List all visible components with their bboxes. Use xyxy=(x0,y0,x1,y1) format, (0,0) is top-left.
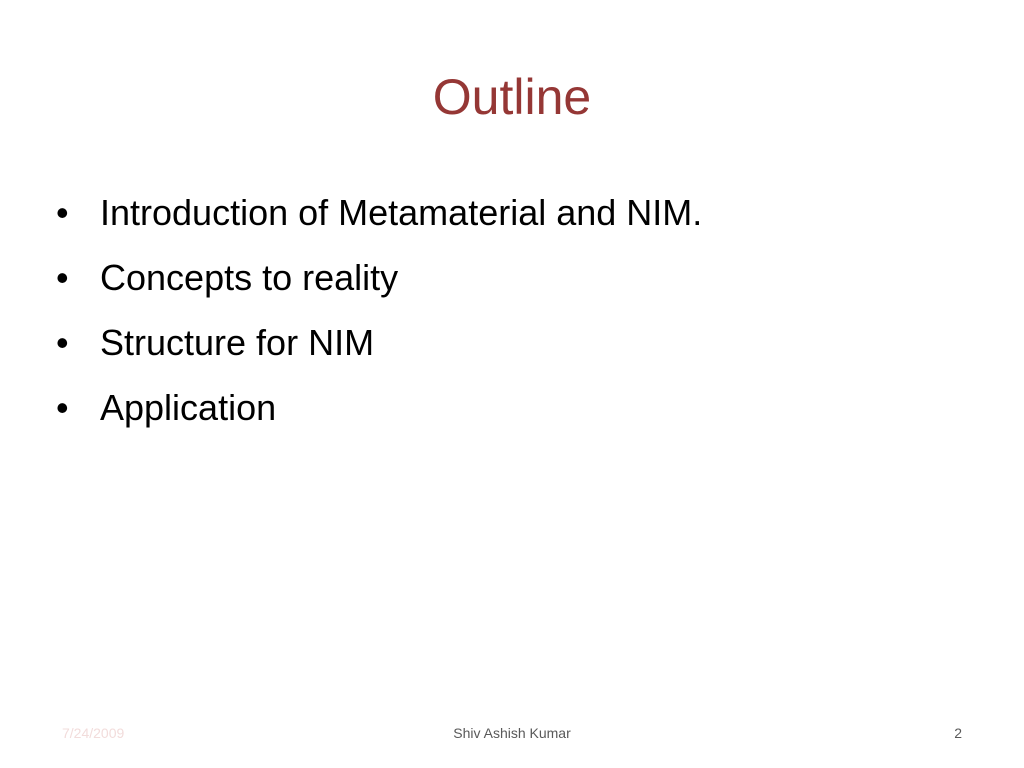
bullet-item xyxy=(56,188,956,253)
bullet-icon: • xyxy=(56,192,69,233)
footer-author: Shiv Ashish Kumar xyxy=(453,725,571,741)
bullet-text: Concepts to reality xyxy=(100,257,399,298)
bullet-item xyxy=(56,383,956,448)
bullet-icon: • xyxy=(56,257,69,298)
bullet-text: Introduction of Metamaterial and NIM. xyxy=(100,192,703,233)
bullet-item xyxy=(56,318,956,383)
slide-title: Outline xyxy=(432,69,592,125)
bullet-icon: • xyxy=(56,322,69,363)
bullet-list xyxy=(56,188,956,448)
bullet-text: Structure for NIM xyxy=(100,322,375,363)
footer-date: 7/24/2009 xyxy=(62,725,125,741)
footer-page-number: 2 xyxy=(954,725,962,741)
bullet-item xyxy=(56,253,956,318)
bullet-text: Application xyxy=(100,387,277,428)
bullet-icon: • xyxy=(56,387,69,428)
